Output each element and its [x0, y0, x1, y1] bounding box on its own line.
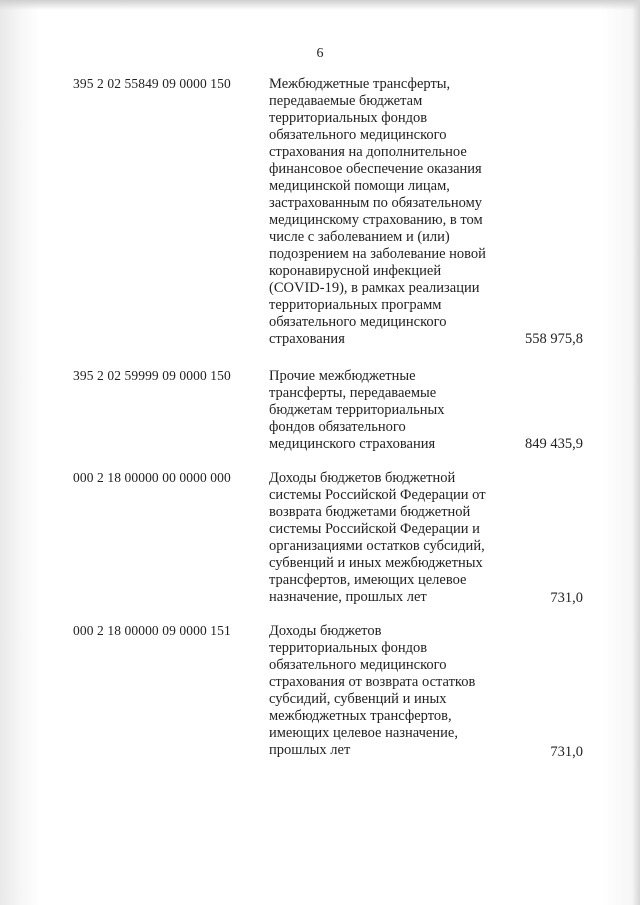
budget-classification-code: 000 2 18 00000 00 0000 000 — [73, 470, 231, 485]
budget-classification-code: 395 2 02 55849 09 0000 150 — [73, 76, 231, 91]
description-line: фондов обязательного — [269, 419, 406, 435]
row-description — [269, 368, 501, 453]
scan-right-edge — [632, 0, 640, 905]
row-description — [269, 470, 501, 606]
description-line: страхования — [269, 331, 345, 347]
description-line: Доходы бюджетов бюджетной — [269, 470, 456, 486]
description-line: прошлых лет — [269, 742, 351, 758]
description-line: страхования от возврата остатков — [269, 674, 476, 690]
description-line: системы Российской Федерации и — [269, 521, 480, 537]
description-line: организациями остатков субсидий, — [269, 538, 485, 554]
amount-value: 731,0 — [550, 744, 583, 760]
page-number: 6 — [316, 46, 324, 61]
description-line: бюджетам территориальных — [269, 402, 445, 418]
description-line: назначение, прошлых лет — [269, 589, 427, 605]
description-line: застрахованным по обязательному — [269, 195, 483, 211]
description-line: имеющих целевое назначение, — [269, 725, 458, 741]
amount-value: 849 435,9 — [525, 436, 583, 452]
description-line: финансовое обеспечение оказания — [269, 161, 482, 177]
description-line: субсидий, субвенций и иных — [269, 691, 447, 707]
description-line: обязательного медицинского — [269, 657, 447, 673]
description-line: Доходы бюджетов — [269, 623, 382, 639]
description-line: подозрением на заболевание новой — [269, 246, 486, 262]
description-line: обязательного медицинского — [269, 127, 447, 143]
description-line: числе с заболеванием и (или) — [269, 229, 450, 245]
description-line: системы Российской Федерации от — [269, 487, 486, 503]
description-line: медицинской помощи лицам, — [269, 178, 450, 194]
description-line: (COVID-19), в рамках реализации — [269, 280, 480, 296]
description-line: территориальных фондов — [269, 110, 428, 126]
description-line: трансферты, передаваемые — [269, 385, 437, 401]
description-line: территориальных фондов — [269, 640, 428, 656]
description-line: страхования на дополнительное — [269, 144, 467, 160]
scan-top-edge — [0, 0, 640, 10]
description-line: обязательного медицинского — [269, 314, 447, 330]
description-line: межбюджетных трансфертов, — [269, 708, 452, 724]
description-line: территориальных программ — [269, 297, 442, 313]
description-line: субвенций и иных межбюджетных — [269, 555, 483, 571]
row-description — [269, 76, 501, 348]
description-line: возврата бюджетами бюджетной — [269, 504, 471, 520]
description-line: медицинскому страхованию, в том — [269, 212, 483, 228]
description-line: коронавирусной инфекцией — [269, 263, 442, 279]
amount-value: 558 975,8 — [525, 331, 583, 347]
amount-value: 731,0 — [550, 590, 583, 606]
description-line: Прочие межбюджетные — [269, 368, 416, 384]
row-description — [269, 623, 501, 759]
description-line: медицинского страхования — [269, 436, 436, 452]
description-line: передаваемые бюджетам — [269, 93, 423, 109]
budget-classification-code: 000 2 18 00000 09 0000 151 — [73, 623, 231, 638]
budget-classification-code: 395 2 02 59999 09 0000 150 — [73, 368, 231, 383]
description-line: Межбюджетные трансферты, — [269, 76, 451, 92]
description-line: трансфертов, имеющих целевое — [269, 572, 467, 588]
